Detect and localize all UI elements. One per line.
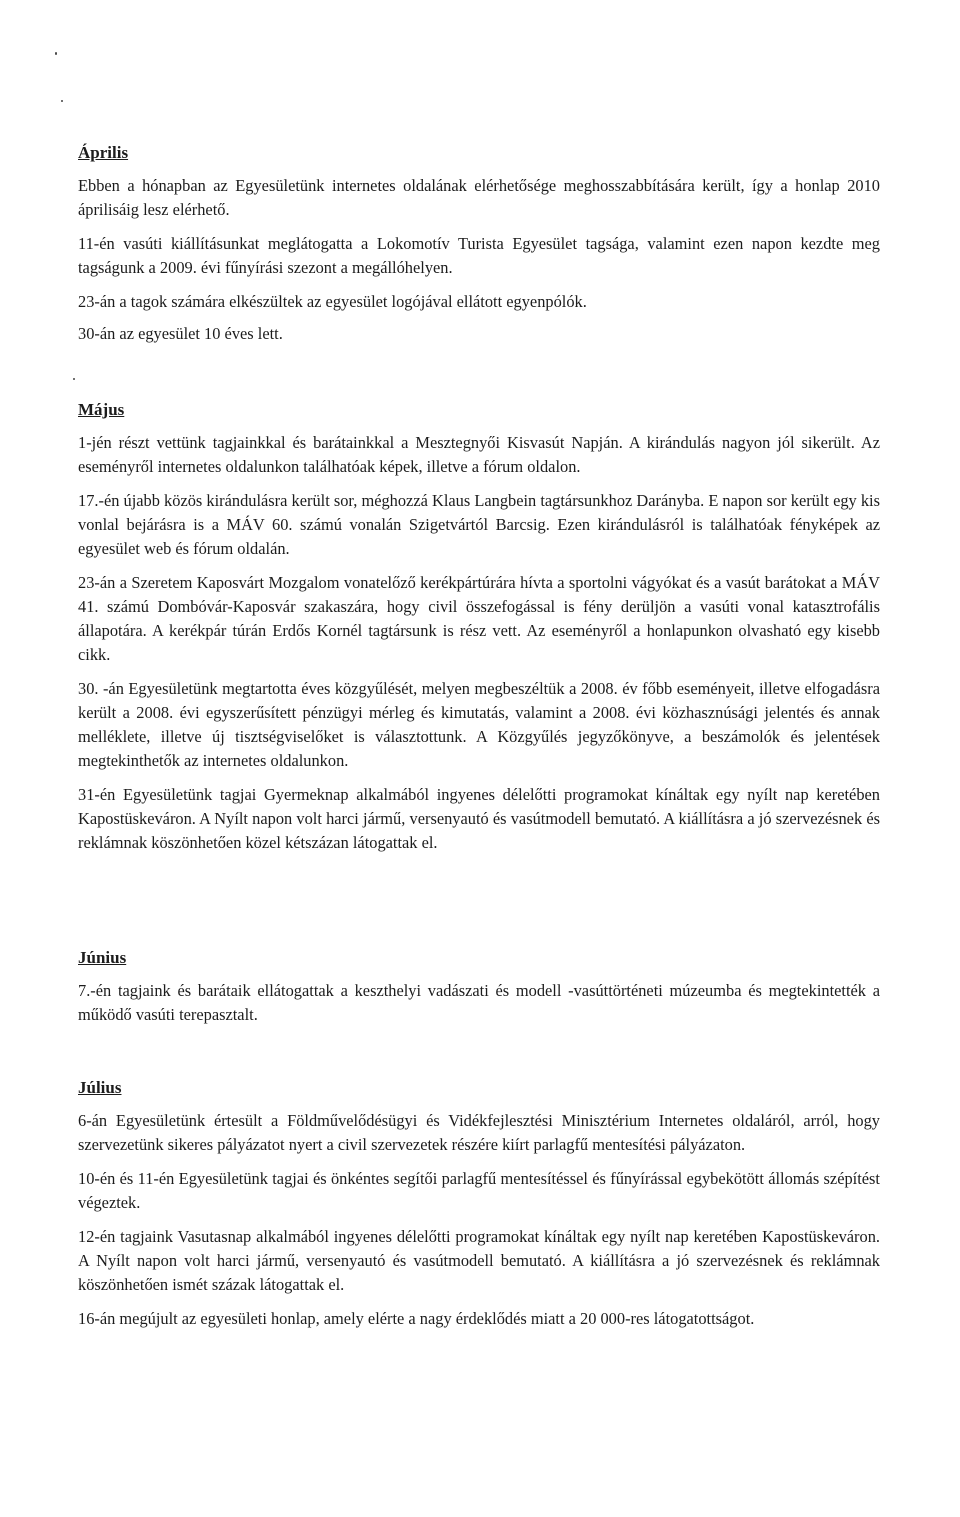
section-junius [78,948,880,1037]
paragraph: 1-jén részt vettünk tagjainkkal és barátainkkal a Mesztegnyői Kisvasút Napján. A kirándulás nagyon jól sikerült. Az eseményről internetes oldalunkon találhatóak képek, illetve a fórum oldalon. [78,433,880,476]
paragraph: 10-én és 11-én Egyesületünk tagjai és önkéntes segítői parlagfű mentesítéssel és fűnyírással egybekötött állomás szépítést végeztek. [78,1169,880,1212]
paragraph: 6-án Egyesületünk értesült a Földművelődésügyi és Vidékfejlesztési Minisztérium Internetes oldaláról, arról, hogy szervezetünk sikeres pályázatot nyert a civil szervezetek részére kiírt parlagfű mentesítési pályázaton. [78,1111,880,1154]
section-heading: Április [78,143,129,162]
paragraph: 12-én tagjaink Vasutasnap alkalmából ingyenes délelőtti programokat kínáltak egy nyílt nap keretében Kapostüskeváron. A Nyílt napon volt harci jármű, versenyautó és vasútmodell bemutató. A kiállításra a jó szervezésnek és reklámnak köszönhetően ismét százak látogattak el. [78,1227,880,1294]
section-heading: Június [78,948,127,967]
section-majus [78,400,880,865]
paragraph: 7.-én tagjaink és barátaik ellátogattak a keszthelyi vadászati és modell -vasúttörténeti múzeumba és megtekintették a működő vasúti terepasztalt. [78,981,880,1024]
paragraph: 30-án az egyesület 10 éves lett. [78,324,283,343]
section-heading: Május [78,400,125,419]
scan-speck [73,378,75,380]
paragraph: 31-én Egyesületünk tagjai Gyermeknap alkalmából ingyenes délelőtti programokat kínáltak egy nyílt nap keretében Kapostüskeváron. A Nyílt napon volt harci jármű, versenyautó és vasútmodell bemutató. A kiállításra a jó szervezésnek és reklámnak köszönhetően közel kétszázan látogattak el. [78,785,880,852]
paragraph: 23-án a Szeretem Kaposvárt Mozgalom vonatelőző kerékpártúrára hívta a sportolni vágyókat és a vasút barátokat a MÁV 41. számú Dombóvár-Kaposvár szakaszára, hogy civil összefogással is fény derüljön a vasúti vonal katasztrofális állapotára. A kerékpár túrán Erdős Kornél tagtársunk is rész vett. Az eseményről a honlapunkon olvasható egy kisebb cikk. [78,573,880,664]
section-aprilis [78,143,880,354]
paragraph: 11-én vasúti kiállításunkat meglátogatta a Lokomotív Turista Egyesület tagsága, valamint ezen napon kezdte meg tagságunk a 2009. évi fűnyírási szezont a megállóhelyen. [78,234,880,277]
section-heading: Július [78,1078,122,1097]
paragraph: 23-án a tagok számára elkészültek az egyesület logójával ellátott egyenpólók. [78,292,587,311]
paragraph: 16-án megújult az egyesületi honlap, amely elérte a nagy érdeklődés miatt a 20 000-res látogatottságot. [78,1309,755,1328]
paragraph: 17.-én újabb közös kirándulásra került sor, méghozzá Klaus Langbein tagtársunkhoz Darányba. E napon sor került egy kis vonlal bejárásra is a MÁV 60. számú vonalán Szigetvártól Barcsig. Ezen kirándulásról is találhatóak fényképek az egyesület web és fórum oldalán. [78,491,880,558]
section-julius [78,1078,880,1341]
paragraph: 30. -án Egyesületünk megtartotta éves közgyűlését, melyen megbeszéltük a 2008. év főbb eseményeit, illetve elfogadásra került a 2008. évi egyszerűsített pénzügyi mérleg és kimutatás, valamint a 2008. évi közhasznúsági jelentés és annak melléklete, illetve új tisztségviselőket is választottunk. A Közgyűlés jegyzőkönyve, a beszámolók és jelentések megtekinthetők az internetes oldalunkon. [78,679,880,770]
scan-speck [61,100,63,102]
paragraph: Ebben a hónapban az Egyesületünk internetes oldalának elérhetősége meghosszabbítására került, így a honlap 2010 áprilisáig lesz elérhető. [78,176,880,219]
scan-speck [55,52,57,55]
